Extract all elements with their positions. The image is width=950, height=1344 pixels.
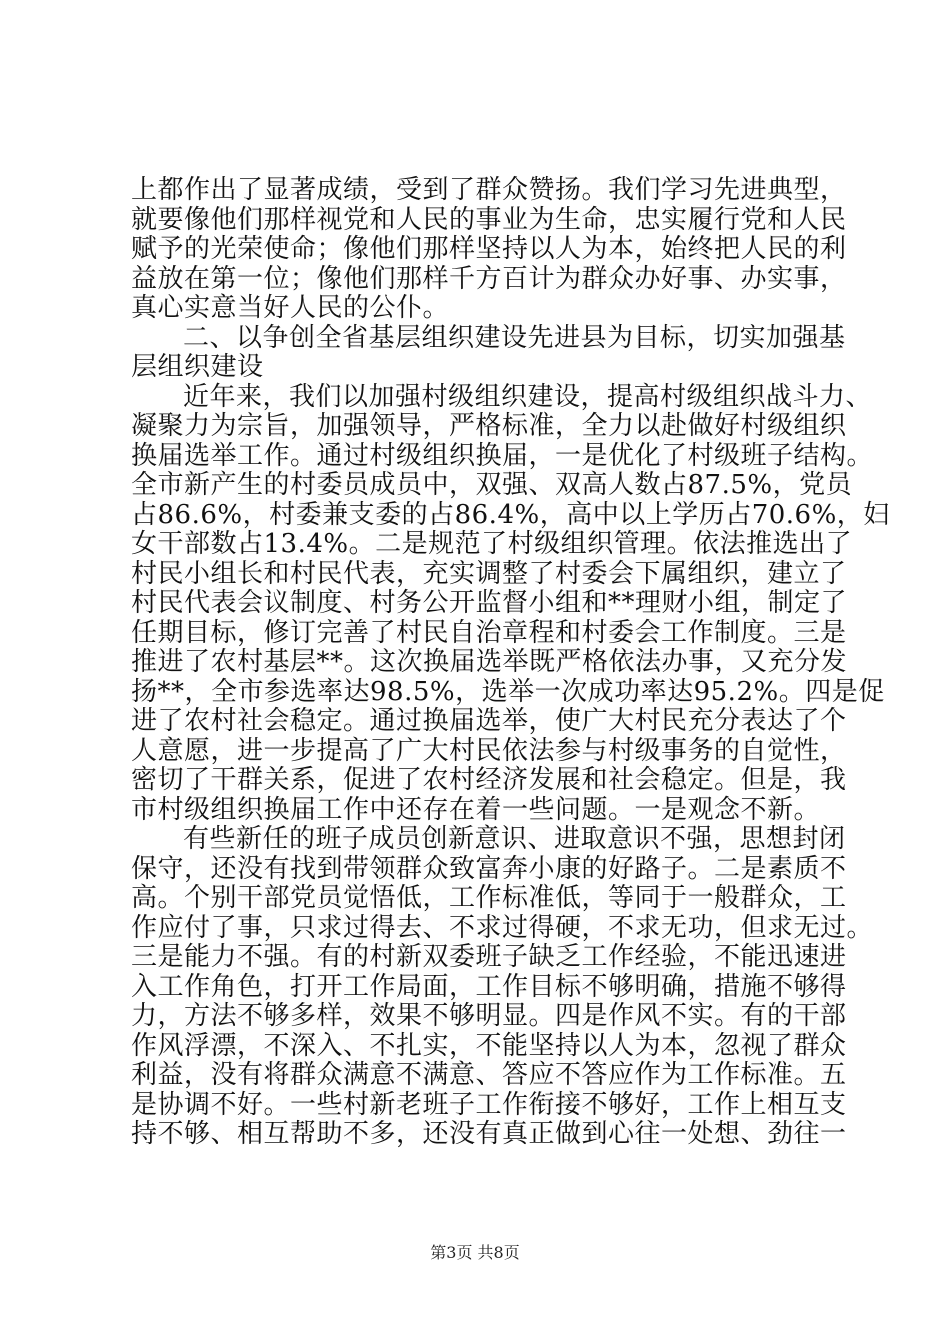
text-line: 女干部数占13.4%。二是规范了村级组织管理。依法推选出了	[131, 529, 853, 559]
text-line: 凝聚力为宗旨，加强领导，严格标准，全力以赴做好村级组织	[131, 411, 847, 441]
text-line: 推进了农村基层**。这次换届选举既严格依法办事，又充分发	[131, 647, 848, 677]
text-line: 利益，没有将群众满意不满意、答应不答应作为工作标准。五	[131, 1060, 847, 1090]
section-heading-line: 二、以争创全省基层组织建设先进县为目标，切实加强基	[183, 322, 846, 353]
text-line: 高。个别干部党员觉悟低，工作标准低，等同于一般群众，工	[131, 883, 847, 913]
text-line: 有些新任的班子成员创新意识、进取意识不强，思想封闭	[183, 824, 846, 854]
text-line: 是协调不好。一些村新老班子工作衔接不够好，工作上相互支	[131, 1089, 847, 1120]
text-line: 进了农村社会稳定。通过换届选举，使广大村民充分表达了个	[131, 706, 847, 736]
text-line: 持不够、相互帮助不多，还没有真正做到心往一处想、劲往一	[131, 1119, 847, 1149]
text-line: 保守，还没有找到带领群众致富奔小康的好路子。二是素质不	[131, 853, 847, 884]
text-line: 换届选举工作。通过村级组织换届，一是优化了村级班子结构。	[131, 440, 874, 471]
section-heading-line: 层组织建设	[131, 352, 264, 382]
body-text	[131, 175, 890, 1150]
text-line: 近年来，我们以加强村级组织建设，提高村级组织战斗力、	[183, 381, 873, 412]
text-line: 上都作出了显著成绩，受到了群众赞扬。我们学习先进典型，	[131, 175, 847, 205]
text-line: 村民小组长和村民代表，充实调整了村委会下属组织，建立了	[131, 558, 847, 589]
text-line: 市村级组织换届工作中还存在着一些问题。一是观念不新。	[131, 794, 821, 825]
text-line: 密切了干群关系，促进了农村经济发展和社会稳定。但是，我	[131, 765, 847, 795]
text-line: 三是能力不强。有的村新双委班子缺乏工作经验，不能迅速进	[131, 942, 847, 972]
text-line: 就要像他们那样视党和人民的事业为生命，忠实履行党和人民	[131, 204, 847, 235]
text-line: 村民代表会议制度、村务公开监督小组和**理财小组，制定了	[131, 588, 848, 618]
text-line: 力，方法不够多样，效果不够明显。四是作风不实。有的干部	[131, 1001, 847, 1031]
text-line: 作应付了事，只求过得去、不求过得硬，不求无功，但求无过。	[131, 912, 874, 943]
text-line: 入工作角色，打开工作局面，工作目标不够明确，措施不够得	[131, 971, 847, 1002]
text-line: 作风浮漂，不深入、不扎实，不能坚持以人为本，忽视了群众	[131, 1030, 847, 1061]
text-line: 全市新产生的村委员成员中，双强、双高人数占87.5%，党员	[131, 470, 853, 500]
page-number-footer: 第3页 共8页	[430, 1243, 520, 1262]
text-line: 人意愿，进一步提高了广大村民依法参与村级事务的自觉性，	[131, 735, 847, 766]
text-line: 真心实意当好人民的公仆。	[131, 293, 450, 323]
text-line: 赋予的光荣使命；像他们那样坚持以人为本，始终把人民的利	[131, 234, 847, 264]
text-line: 任期目标，修订完善了村民自治章程和村委会工作制度。三是	[131, 617, 847, 648]
text-line: 占86.6%，村委兼支委的占86.4%，高中以上学历占70.6%，妇	[131, 499, 890, 530]
text-line: 益放在第一位；像他们那样千方百计为群众办好事、办实事，	[131, 263, 847, 294]
text-line: 扬**，全市参选率达98.5%，选举一次成功率达95.2%。四是促	[131, 676, 885, 707]
